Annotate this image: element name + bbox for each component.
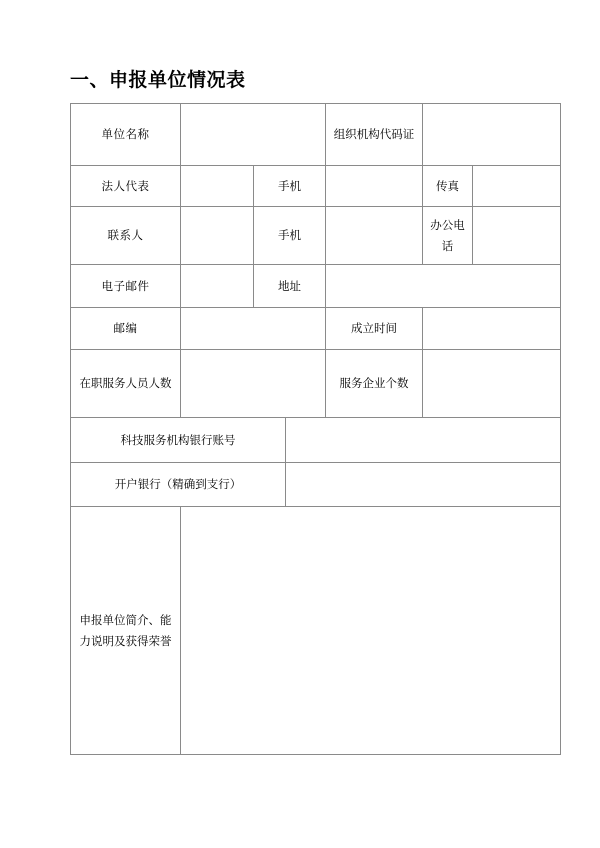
cell-value-org-code[interactable] — [423, 104, 561, 166]
cell-label-mobile-legal-rep: 手机 — [254, 166, 326, 207]
cell-label-bank-name: 开户银行（精确到支行） — [71, 463, 286, 507]
table-row — [71, 418, 561, 463]
cell-value-served-enterprises[interactable] — [423, 350, 561, 418]
cell-value-bank-account[interactable] — [286, 418, 561, 463]
page-title: 一、申报单位情况表 — [70, 69, 246, 91]
table-row — [71, 207, 561, 265]
applicant-info-table — [70, 103, 561, 755]
table-row — [71, 507, 561, 755]
cell-label-postcode: 邮编 — [71, 308, 181, 350]
cell-value-staff-count[interactable] — [181, 350, 326, 418]
cell-label-contact-person: 联系人 — [71, 207, 181, 265]
cell-label-fax: 传真 — [423, 166, 473, 207]
cell-label-served-enterprises: 服务企业个数 — [326, 350, 423, 418]
cell-value-address[interactable] — [326, 265, 561, 308]
cell-value-office-phone[interactable] — [473, 207, 561, 265]
cell-value-unit-name[interactable] — [181, 104, 326, 166]
table-row — [71, 308, 561, 350]
cell-label-establish-date: 成立时间 — [326, 308, 423, 350]
cell-label-unit-name: 单位名称 — [71, 104, 181, 166]
table-row — [71, 265, 561, 308]
cell-label-org-profile: 申报单位简介、能力说明及获得荣誉 — [71, 507, 181, 755]
cell-label-org-code: 组织机构代码证 — [326, 104, 423, 166]
cell-value-fax[interactable] — [473, 166, 561, 207]
cell-value-bank-name[interactable] — [286, 463, 561, 507]
cell-value-mobile-legal-rep[interactable] — [326, 166, 423, 207]
cell-label-legal-rep: 法人代表 — [71, 166, 181, 207]
table-row — [71, 166, 561, 207]
cell-value-email[interactable] — [181, 265, 254, 308]
cell-value-contact-person[interactable] — [181, 207, 254, 265]
cell-value-legal-rep[interactable] — [181, 166, 254, 207]
table-row — [71, 104, 561, 166]
cell-value-postcode[interactable] — [181, 308, 326, 350]
cell-label-bank-account: 科技服务机构银行账号 — [71, 418, 286, 463]
cell-value-establish-date[interactable] — [423, 308, 561, 350]
cell-label-email: 电子邮件 — [71, 265, 181, 308]
cell-label-office-phone: 办公电话 — [423, 207, 473, 265]
cell-value-org-profile[interactable] — [181, 507, 561, 755]
table-row — [71, 350, 561, 418]
table-row — [71, 463, 561, 507]
cell-label-address: 地址 — [254, 265, 326, 308]
cell-label-mobile-contact: 手机 — [254, 207, 326, 265]
cell-value-mobile-contact[interactable] — [326, 207, 423, 265]
cell-label-staff-count: 在职服务人员人数 — [71, 350, 181, 418]
